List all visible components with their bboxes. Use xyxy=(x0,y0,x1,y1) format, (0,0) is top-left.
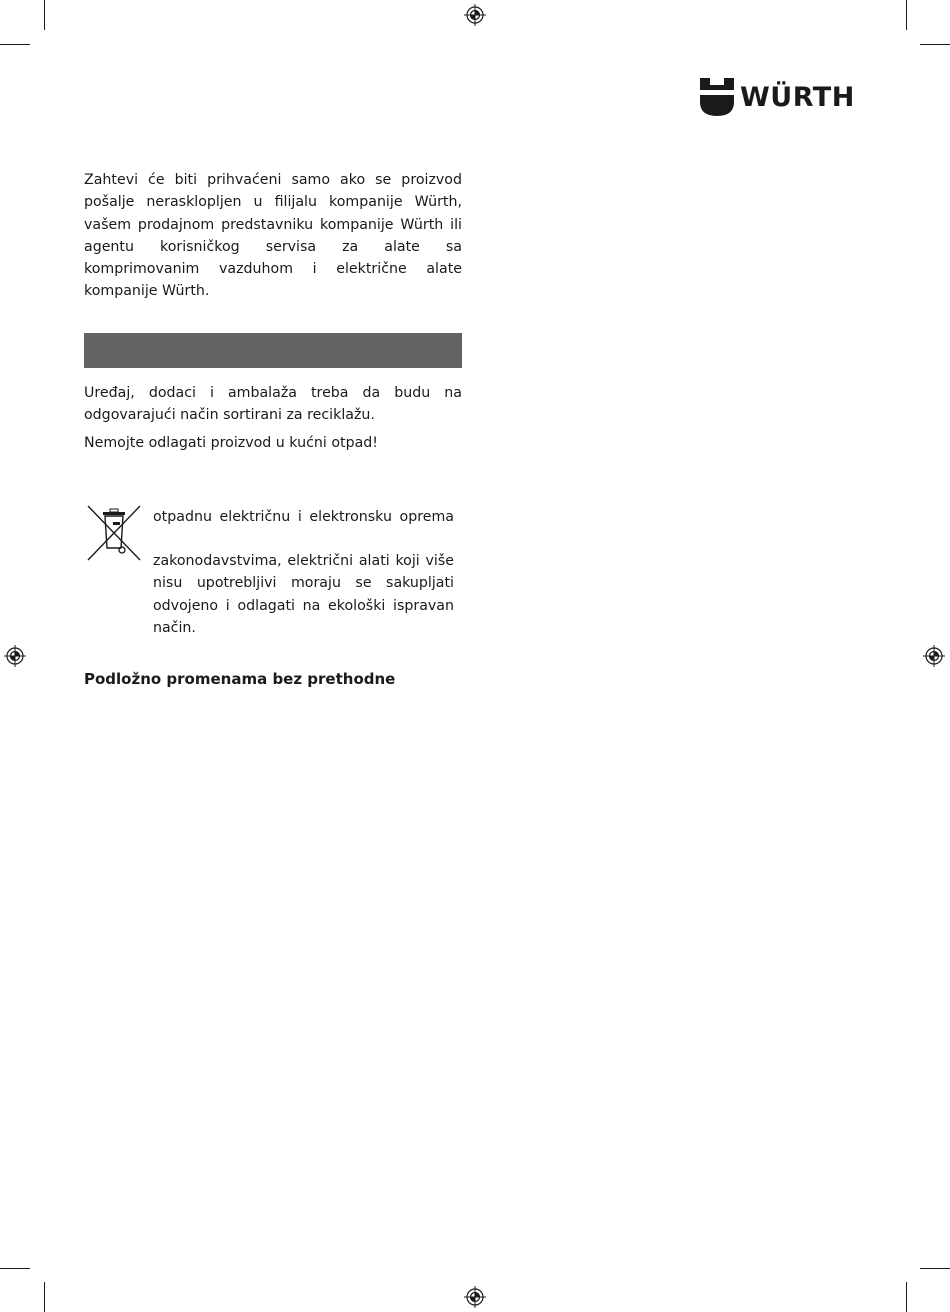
disposal-warning: Nemojte odlagati proizvod u kućni otpad! xyxy=(84,435,378,451)
crop-mark xyxy=(44,0,45,30)
crop-mark xyxy=(920,1268,950,1269)
registration-mark-icon xyxy=(464,1286,486,1308)
weee-paragraph: zakonodavstvima, električni alati koji više nisu upotrebljivi moraju se sakupljati odvojeno i odlagati na ekološki ispravan način. xyxy=(153,553,454,636)
change-notice: Podložno promenama bez prethodne xyxy=(84,670,396,688)
wurth-logo xyxy=(700,78,855,116)
wurth-logo-text: WÜRTH xyxy=(740,81,855,113)
crop-mark xyxy=(44,1282,45,1312)
crop-mark xyxy=(906,1282,907,1312)
registration-mark-icon xyxy=(4,645,26,667)
wurth-emblem-icon xyxy=(700,78,734,116)
registration-mark-icon xyxy=(464,4,486,26)
returns-paragraph: Zahtevi će biti prihvaćeni samo ako se proizvod pošalje nerasklopljen u filijalu kompanije Würth, vašem prodajnom predstavniku kompanije Würth ili agentu korisničkog servisa za alate sa komprimovanim vazduhom i električne alate kompanije Würth. xyxy=(84,172,462,300)
crop-mark xyxy=(0,1268,30,1269)
weee-line: otpadnu električnu i elektronsku oprema xyxy=(153,509,454,525)
section-heading-band xyxy=(84,333,462,368)
crossed-out-wheelie-bin-icon xyxy=(86,504,142,562)
registration-mark-icon xyxy=(923,645,945,667)
crop-mark xyxy=(920,44,950,45)
disposal-paragraph: Uređaj, dodaci i ambalaža treba da budu na odgovarajući način sortirani za reciklažu. xyxy=(84,385,462,424)
crop-mark xyxy=(906,0,907,30)
crop-mark xyxy=(0,44,30,45)
